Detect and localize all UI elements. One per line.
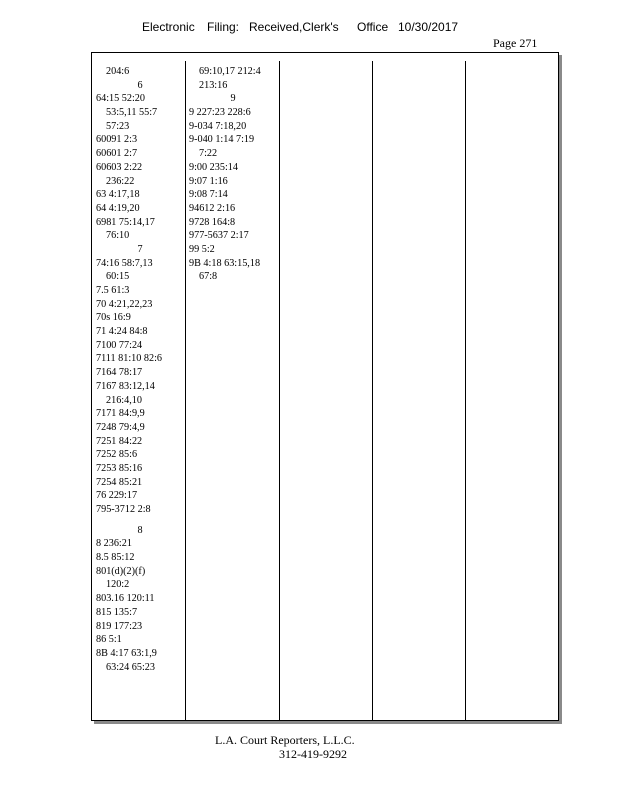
index-entry: 9B 4:18 63:15,18 <box>189 257 261 269</box>
index-entry-continuation: 67:8 <box>199 271 218 283</box>
index-entry: 9:07 1:16 <box>189 175 228 187</box>
header-office: Office <box>357 20 389 34</box>
index-entry: 76 229:17 <box>96 490 138 502</box>
column-divider <box>465 61 466 720</box>
index-entry-continuation: 63:24 65:23 <box>106 661 155 673</box>
index-entry: 94612 2:16 <box>189 202 236 214</box>
index-entry-continuation: 236:22 <box>106 175 135 187</box>
index-entry: 9-034 7:18,20 <box>189 120 247 132</box>
index-entry: 70s 16:9 <box>96 312 131 324</box>
index-column-2 <box>189 65 277 284</box>
index-entry-continuation: 204:6 <box>106 66 130 77</box>
index-entry: 9:00 235:14 <box>189 161 238 173</box>
index-frame <box>91 52 559 721</box>
index-entry: 60091 2:3 <box>96 134 138 146</box>
index-entry: 977-5637 2:17 <box>189 230 249 242</box>
index-entry: 60601 2:7 <box>96 148 138 160</box>
index-entry: 7111 81:10 82:6 <box>96 353 163 365</box>
index-entry-continuation: 213:16 <box>199 79 228 91</box>
index-entry: 63 4:17,18 <box>96 189 140 201</box>
page-number: Page 271 <box>493 36 538 50</box>
index-entry-continuation: 76:10 <box>106 230 130 242</box>
index-entry: 801(d)(2)(f) <box>96 565 146 577</box>
index-entry: 7167 83:12,14 <box>96 380 155 392</box>
index-entry: 7252 85:6 <box>96 449 138 461</box>
index-entry-continuation: 7:22 <box>199 148 218 160</box>
index-entry: 9-040 1:14 7:19 <box>189 134 255 146</box>
column-divider <box>279 61 280 720</box>
index-entry: 64:15 52:20 <box>96 93 145 105</box>
index-entry: 86 5:1 <box>96 634 122 646</box>
index-column-1 <box>96 65 184 674</box>
column-divider <box>372 61 373 720</box>
index-entry: 70 4:21,22,23 <box>96 298 153 310</box>
index-entry: 9728 164:8 <box>189 216 236 228</box>
index-entry: 7254 85:21 <box>96 476 143 488</box>
header-electronic: Electronic <box>142 20 195 34</box>
index-entry-continuation: 120:2 <box>106 579 130 591</box>
section-heading: 7 <box>137 243 143 255</box>
index-entry: 803.16 120:11 <box>96 593 155 605</box>
index-entry-continuation: 69:10,17 212:4 <box>199 66 261 77</box>
index-entry: 795-3712 2:8 <box>96 504 151 515</box>
index-entry: 9:08 7:14 <box>189 189 228 201</box>
index-entry: 8B 4:17 63:1,9 <box>96 647 157 659</box>
index-entry: 60603 2:22 <box>96 161 143 173</box>
index-entry-continuation: 53:5,11 55:7 <box>106 107 158 119</box>
section-heading: 6 <box>137 79 143 91</box>
index-entry: 6981 75:14,17 <box>96 216 155 228</box>
index-entry: 7248 79:4,9 <box>96 421 145 433</box>
section-spacer <box>96 517 184 524</box>
index-entry: 7164 78:17 <box>96 367 143 379</box>
index-entry: 64 4:19,20 <box>96 202 140 214</box>
section-heading: 9 <box>230 93 236 105</box>
index-entry-continuation: 216:4,10 <box>106 394 142 406</box>
header-received: Received,Clerk's <box>249 20 339 34</box>
index-entry: 74:16 58:7,13 <box>96 257 153 269</box>
index-entry: 7171 84:9,9 <box>96 408 145 420</box>
header-filing: Filing: <box>207 20 240 34</box>
header-date: 10/30/2017 <box>398 20 459 34</box>
filing-stamp-header <box>0 20 618 36</box>
index-entry: 819 177:23 <box>96 620 143 632</box>
index-entry: 7.5 61:3 <box>96 285 130 296</box>
index-entry: 7100 77:24 <box>96 339 143 351</box>
index-entry: 7251 84:22 <box>96 435 143 447</box>
index-entry: 9 227:23 228:6 <box>189 107 251 119</box>
index-entry: 71 4:24 84:8 <box>96 326 148 338</box>
index-entry-continuation: 60:15 <box>106 271 130 283</box>
index-entry: 8 236:21 <box>96 538 132 550</box>
index-entry: 815 135:7 <box>96 606 138 618</box>
footer-company: L.A. Court Reporters, L.L.C. <box>215 733 355 747</box>
index-entry-continuation: 57:23 <box>106 120 130 132</box>
index-entry: 99 5:2 <box>189 243 215 255</box>
section-heading: 8 <box>137 524 143 536</box>
index-entry: 8.5 85:12 <box>96 552 135 564</box>
column-divider <box>185 61 186 720</box>
index-entry: 7253 85:16 <box>96 462 143 474</box>
footer-phone: 312-419-9292 <box>279 747 347 761</box>
